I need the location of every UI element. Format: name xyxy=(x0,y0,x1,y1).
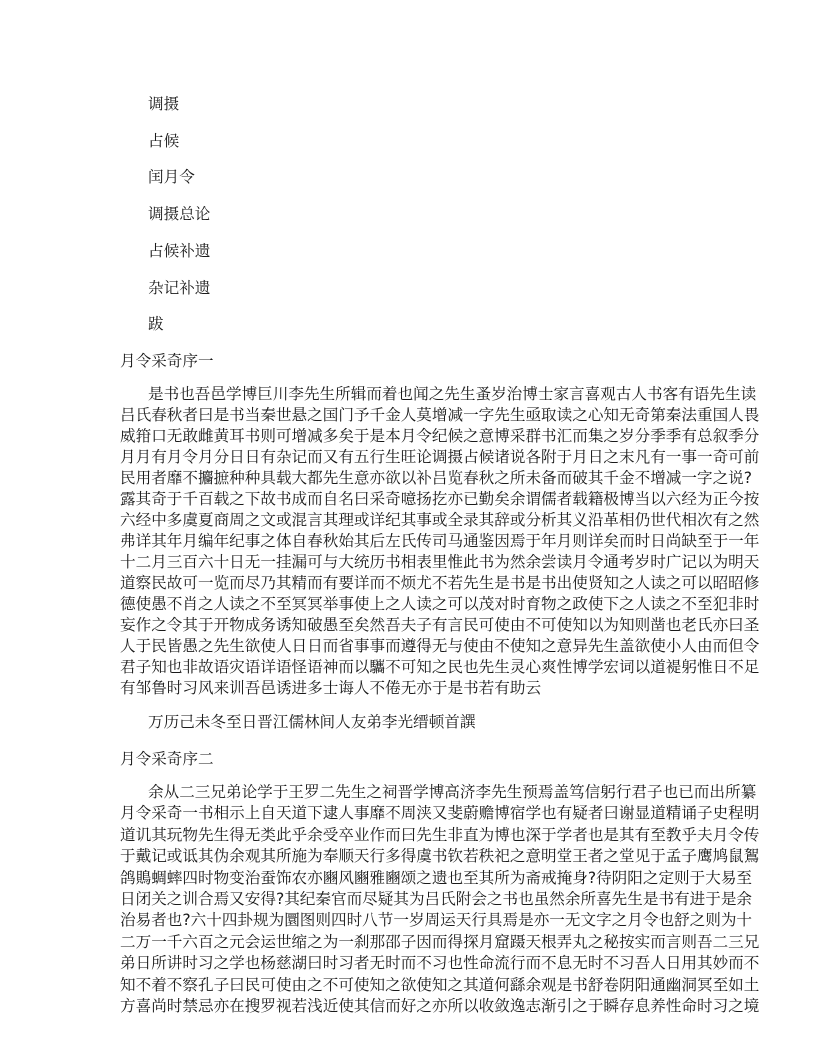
paragraph-line: 德使愚不肖之人读之不至冥冥举事使上之人读之可以茂对时育物之政使下之人读之不至犯非时 xyxy=(120,595,760,613)
paragraph-line: 二万一千六百之元会运世缩之为一刹那邵子因而得探月窟蹑天根弄丸之秘按实而言则吾二三兄 xyxy=(120,932,760,951)
paragraph-line: 威箝口无敢雌黄耳书则可增减多矣于是本月令纪候之意博采群书汇而集之岁分季季有总叙季分 xyxy=(120,427,760,445)
paragraph-line: 君子知也非故语灾语详语怪语神而以驨不可知之民也先生灵心爽性博学宏词以道褆躬惟日不足 xyxy=(120,658,760,676)
preface-1-signature: 万历己未冬至日晋江儒林间人友弟李光缙顿首譔 xyxy=(148,713,476,731)
preface-2-title: 月令采奇序二 xyxy=(120,750,214,768)
toc-item: 杂记补遗 xyxy=(148,278,211,297)
paragraph-line: 于戴记或诋其伪余观其所施为奉顺天行多得虞书钦若秩祀之意明堂王者之堂见于孟子鹰鸠鼠鴽 xyxy=(120,847,760,866)
paragraph-line: 月月有月令月分日日有杂记而又有五行生旺论调摄占候诸说各附于月日之末凡有一事一奇可前 xyxy=(120,448,760,466)
toc-item: 闰月令 xyxy=(148,168,195,187)
paragraph-line: 余从二三兄弟论学于王罗二先生之祠晋学博高济李先生预焉盖笃信躬行君子也已而出所纂 xyxy=(148,783,757,801)
paragraph-line: 治易者也?六十四卦规为圜图则四时八节一岁周运天行具焉是亦一无文字之月令也舒之则为十 xyxy=(120,911,753,930)
paragraph-line: 妄作之令其于开物成务诱知破愚至矣然吾夫子有言民可使由不可使知以为知则凿也老氏亦曰圣 xyxy=(120,616,760,634)
paragraph-line: 是书也吾邑学博巨川李先生所辑而着也闻之先生蚤岁治博士家言喜观古人书客有语先生读 xyxy=(148,385,757,403)
toc-item: 占候补遗 xyxy=(148,241,211,260)
paragraph-line: 露其奇于千百载之下故书成而自名曰采奇噫扬扢亦已勤矣余谓儒者载籍极博当以六经为正今按 xyxy=(120,490,760,508)
paragraph-line: 日闭关之训合焉又安得?其纪秦官而尽疑其为吕氏附会之书也虽然余所喜先生是书有进于是余 xyxy=(120,890,753,908)
toc-item: 跋 xyxy=(148,315,164,334)
paragraph-line: 月令采奇一书相示上自天道下逮人事靡不周浃又斐蔚赡博宿学也有疑者曰谢显道精诵子史程明 xyxy=(120,804,760,823)
toc-item: 占候 xyxy=(148,131,180,150)
paragraph-line: 有邹鲁时习风来训吾邑诱进多士诲人不倦无亦于是书若有助云 xyxy=(120,679,542,697)
paragraph-line: 方喜尚时禁忌亦在搜罗视若浅近使其信而好之亦所以收敛逸志渐引之于瞬存息养性命时习之境 xyxy=(120,997,760,1015)
paragraph-line: 弗详其年月编年纪事之体自春秋始其后左氏传司马通鉴因焉于年月则详矣而时日尚缺至于一年 xyxy=(120,532,760,550)
paragraph-line: 鸽鵙蜩蟀四时物变治蚕饰农亦豳风豳雅豳颂之遗也至其所为斋戒掩身?待阴阳之定则于大易至 xyxy=(120,868,753,887)
paragraph-line: 道讥其玩物先生得无类此乎余受卒业作而曰先生非直为博也深于学者也是其有至教乎夫月令传 xyxy=(120,825,760,844)
paragraph-line: 民用者靡不攟摭种种具载大都先生意亦欲以补吕览春秋之所未备而破其千金不增减一字之说? xyxy=(120,469,753,487)
paragraph-line: 知不着不察孔子曰民可使由之不可使知之欲使知之其道何繇余观是书舒卷阴阳通幽洞冥至如土 xyxy=(120,975,760,994)
paragraph-line: 人于民皆愚之先生欲使人日日而省事事而遵得无与使由不使知之意异先生盖欲使小人由而但令 xyxy=(120,637,760,655)
toc-item: 调摄 xyxy=(148,95,180,113)
toc-item: 调摄总论 xyxy=(148,205,211,224)
paragraph-line: 六经中多虞夏商周之文或混言其理或详纪其事或全录其辞或分析其义沿革相仍世代相次有之然 xyxy=(120,511,760,529)
preface-1-title: 月令采奇序一 xyxy=(120,352,214,370)
paragraph-line: 吕氏春秋者曰是书当秦世悬之国门予千金人莫增减一字先生亟取读之心知无奇第秦法重国人畏 xyxy=(120,406,760,424)
paragraph-line: 道察民故可一览而尽乃其精而有要详而不烦尤不若先生是书是书出使贤知之人读之可以昭昭修 xyxy=(120,574,760,592)
paragraph-line: 弟日所讲时习之学也杨慈湖曰时习者无时而不习也性命流行而不息无时不习吾人日用其妙而不 xyxy=(120,954,760,973)
paragraph-line: 十二月三百六十日无一挂漏可与大统历书相表里惟此书为然余尝读月令通考岁时广记以为明天 xyxy=(120,553,760,571)
